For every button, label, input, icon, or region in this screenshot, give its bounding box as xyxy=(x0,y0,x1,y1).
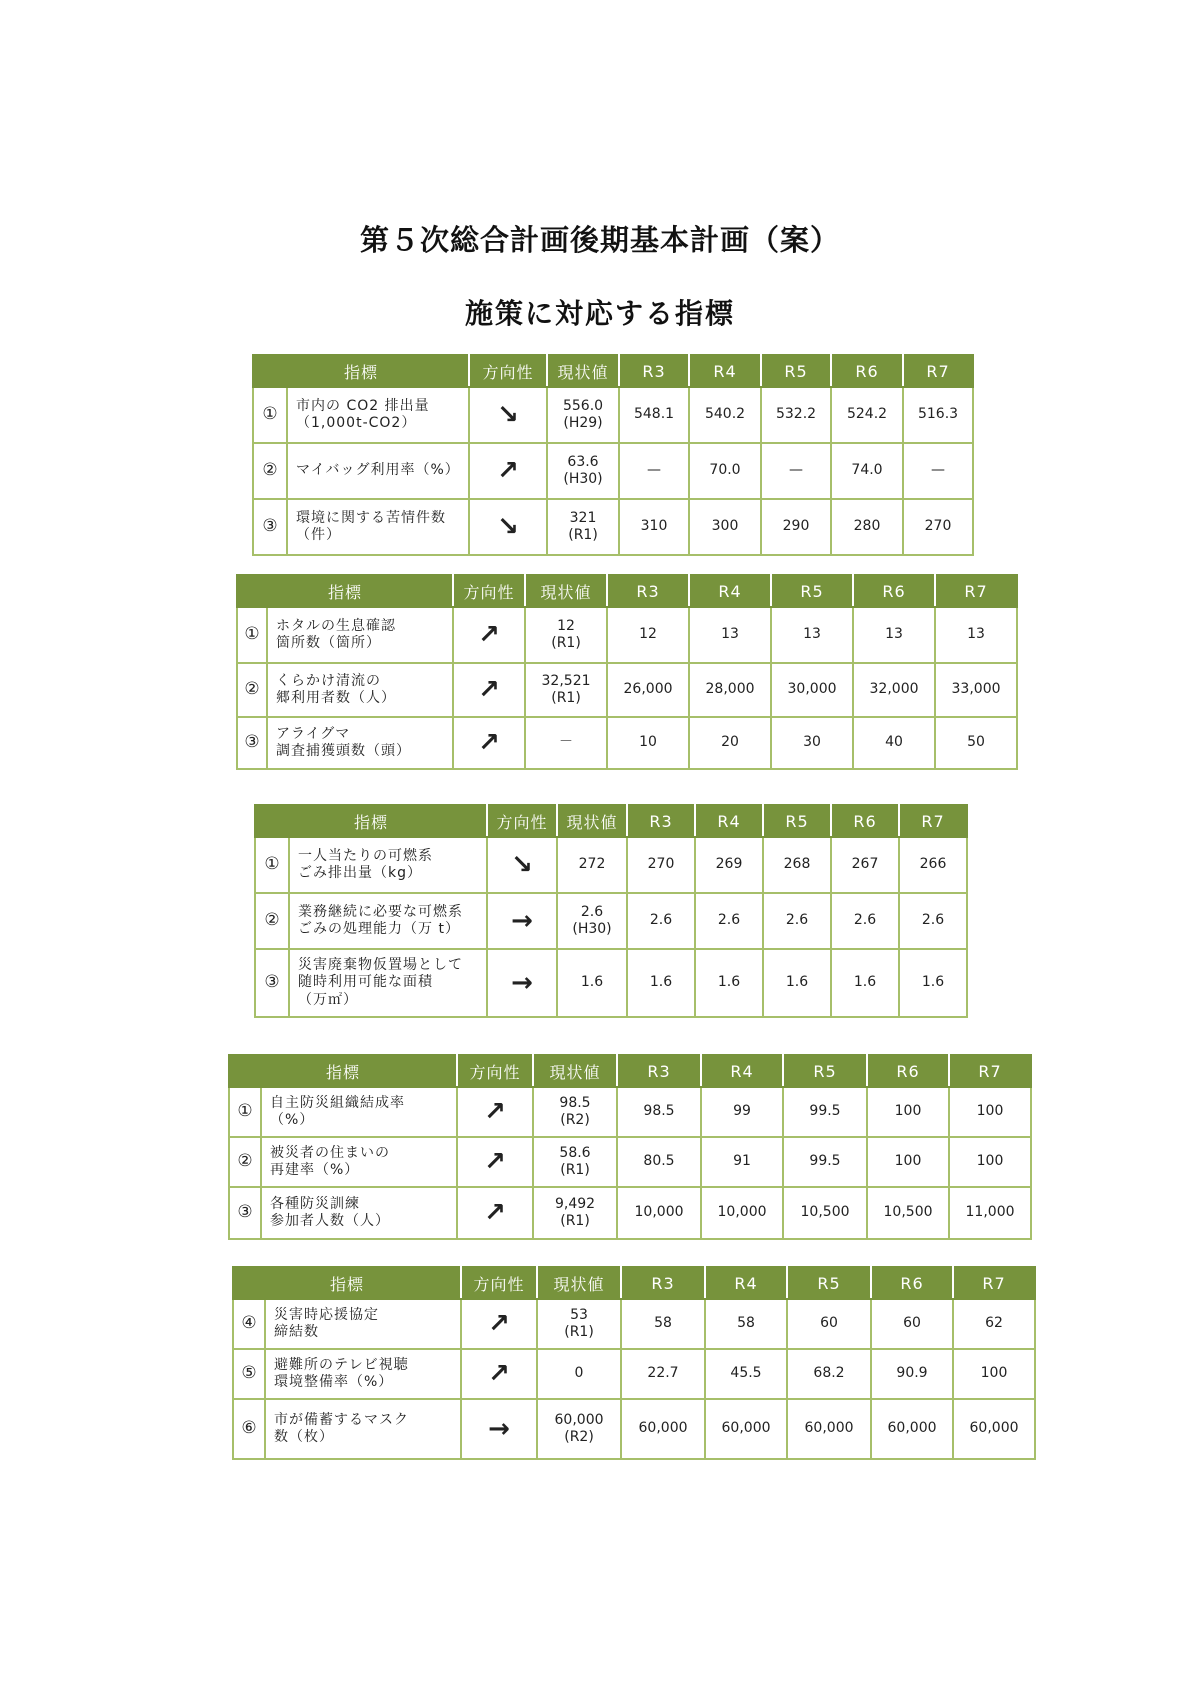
indicator-label xyxy=(261,1137,457,1187)
indicator-label-line: （%） xyxy=(270,1112,315,1128)
target-value-r5: 99.5 xyxy=(783,1087,867,1137)
indicator-label-line: 環境整備率（%） xyxy=(274,1374,394,1390)
target-value-r3: 22.7 xyxy=(621,1349,705,1399)
direction-arrow-icon: ↗ xyxy=(453,717,525,769)
target-value-r5: 290 xyxy=(761,499,831,555)
target-value-r5: 13 xyxy=(771,607,853,663)
column-header: 指標 xyxy=(237,575,453,607)
table-header-row xyxy=(233,1267,1035,1299)
indicator-label-line: （万㎡） xyxy=(298,991,358,1008)
indicator-label-line: 被災者の住まいの xyxy=(270,1144,390,1161)
row-number: ④ xyxy=(233,1299,265,1349)
direction-arrow-icon: → xyxy=(461,1399,537,1459)
target-value-r6: 60,000 xyxy=(871,1399,953,1459)
column-header: 現状値 xyxy=(537,1267,621,1299)
row-number: ② xyxy=(237,663,267,717)
target-value-r5: 68.2 xyxy=(787,1349,871,1399)
target-value-r3: 2.6 xyxy=(627,893,695,949)
indicator-label-line: 災害廃棄物仮置場として xyxy=(298,956,463,973)
direction-arrow-icon: ↗ xyxy=(457,1087,533,1137)
table-row xyxy=(229,1087,1031,1137)
column-header: 方向性 xyxy=(469,355,547,387)
current-value-year: (R2) xyxy=(564,1429,594,1445)
target-value-r5: 60,000 xyxy=(787,1399,871,1459)
current-value: 60,000 xyxy=(554,1411,604,1428)
row-number: ② xyxy=(255,893,289,949)
direction-arrow-icon: ↗ xyxy=(453,607,525,663)
current-value: 53 xyxy=(570,1306,588,1323)
current-value: 321 xyxy=(569,509,597,526)
target-value-r7: 266 xyxy=(899,837,967,893)
current-value-cell xyxy=(557,837,627,893)
indicator-label-line: ホタルの生息確認 xyxy=(276,617,396,634)
row-number: ① xyxy=(255,837,289,893)
column-header: 現状値 xyxy=(547,355,619,387)
target-value-r5: 30,000 xyxy=(771,663,853,717)
current-value: － xyxy=(559,734,574,751)
indicator-label-line: 参加者人数（人） xyxy=(270,1213,390,1229)
direction-arrow-icon: ↗ xyxy=(469,443,547,499)
current-value: 12 xyxy=(557,617,575,634)
indicator-label-line: 調査捕獲頭数（頭） xyxy=(276,743,411,759)
indicator-table xyxy=(232,1266,1036,1460)
target-value-r7: 13 xyxy=(935,607,1017,663)
indicator-label xyxy=(289,893,487,949)
direction-arrow-icon: ↘ xyxy=(487,837,557,893)
indicator-label-line: くらかけ清流の xyxy=(276,672,381,689)
current-value-year: (R1) xyxy=(564,1324,594,1340)
current-value: 32,521 xyxy=(541,672,591,689)
current-value: 1.6 xyxy=(580,974,604,991)
indicator-table xyxy=(228,1054,1032,1240)
target-value-r6: 32,000 xyxy=(853,663,935,717)
target-value-r5: 60 xyxy=(787,1299,871,1349)
target-value-r7: 100 xyxy=(949,1087,1031,1137)
indicator-label-line: 環境に関する苦情件数 xyxy=(296,509,446,526)
indicator-label-line: 締結数 xyxy=(274,1324,319,1340)
direction-arrow-icon: → xyxy=(487,949,557,1017)
target-value-r3: — xyxy=(619,443,689,499)
indicator-label-line: 再建率（%） xyxy=(270,1162,360,1178)
indicator-label-line: マイバッグ利用率（%） xyxy=(296,462,460,479)
column-header: 指標 xyxy=(229,1055,457,1087)
column-header: R6 xyxy=(831,355,903,387)
target-value-r4: 45.5 xyxy=(705,1349,787,1399)
indicator-label xyxy=(289,949,487,1017)
indicator-label xyxy=(265,1399,461,1459)
row-number: ③ xyxy=(253,499,287,555)
column-header: R6 xyxy=(831,805,899,837)
target-value-r5: 268 xyxy=(763,837,831,893)
indicator-label-line: 各種防災訓練 xyxy=(270,1195,360,1212)
column-header: R3 xyxy=(619,355,689,387)
target-value-r7: 50 xyxy=(935,717,1017,769)
table-row xyxy=(255,837,967,893)
column-header: R6 xyxy=(867,1055,949,1087)
table-row xyxy=(253,387,973,443)
target-value-r5: 2.6 xyxy=(763,893,831,949)
column-header: R4 xyxy=(689,575,771,607)
target-value-r6: 60 xyxy=(871,1299,953,1349)
column-header: R5 xyxy=(761,355,831,387)
column-header: 指標 xyxy=(255,805,487,837)
target-value-r4: 20 xyxy=(689,717,771,769)
column-header: 方向性 xyxy=(461,1267,537,1299)
direction-arrow-icon: ↗ xyxy=(461,1299,537,1349)
direction-arrow-icon: ↗ xyxy=(457,1187,533,1239)
target-value-r6: 74.0 xyxy=(831,443,903,499)
target-value-r7: 1.6 xyxy=(899,949,967,1017)
indicator-label xyxy=(267,663,453,717)
indicator-label-line: 市内の CO2 排出量 xyxy=(296,397,430,414)
column-header: R5 xyxy=(787,1267,871,1299)
current-value: 272 xyxy=(578,856,606,873)
target-value-r4: 28,000 xyxy=(689,663,771,717)
column-header: R4 xyxy=(701,1055,783,1087)
target-value-r3: 270 xyxy=(627,837,695,893)
table-header-row xyxy=(229,1055,1031,1087)
table-header-row xyxy=(237,575,1017,607)
indicator-label-line: 随時利用可能な面積 xyxy=(298,974,433,991)
current-value-cell xyxy=(525,717,607,769)
column-header: R4 xyxy=(705,1267,787,1299)
direction-arrow-icon: ↗ xyxy=(453,663,525,717)
indicator-label xyxy=(265,1299,461,1349)
target-value-r3: 1.6 xyxy=(627,949,695,1017)
column-header: 方向性 xyxy=(457,1055,533,1087)
indicator-label xyxy=(287,387,469,443)
target-value-r5: 532.2 xyxy=(761,387,831,443)
target-value-r4: 540.2 xyxy=(689,387,761,443)
indicator-table xyxy=(254,804,968,1018)
indicator-label xyxy=(261,1187,457,1239)
direction-arrow-icon: → xyxy=(487,893,557,949)
column-header: 現状値 xyxy=(557,805,627,837)
row-number: ① xyxy=(237,607,267,663)
target-value-r6: 100 xyxy=(867,1137,949,1187)
current-value: 63.6 xyxy=(567,453,599,470)
target-value-r7: 270 xyxy=(903,499,973,555)
indicator-label xyxy=(287,499,469,555)
current-value-cell xyxy=(537,1399,621,1459)
table-row xyxy=(255,949,967,1017)
column-header: 方向性 xyxy=(487,805,557,837)
row-number: ① xyxy=(253,387,287,443)
indicator-label-line: ごみ排出量（kg） xyxy=(298,865,422,881)
current-value-year: (R2) xyxy=(560,1112,590,1128)
current-value-cell xyxy=(537,1299,621,1349)
target-value-r3: 98.5 xyxy=(617,1087,701,1137)
indicator-label-line: ごみの処理能力（万 t） xyxy=(298,921,460,937)
target-value-r6: 100 xyxy=(867,1087,949,1137)
indicator-label xyxy=(267,607,453,663)
target-value-r7: 100 xyxy=(949,1137,1031,1187)
indicator-label-line: 箇所数（箇所） xyxy=(276,635,381,651)
current-value-year: (H29) xyxy=(563,415,603,431)
current-value-year: (R1) xyxy=(551,690,581,706)
column-header: R4 xyxy=(689,355,761,387)
target-value-r7: 2.6 xyxy=(899,893,967,949)
current-value: 9,492 xyxy=(554,1195,596,1212)
table-row xyxy=(253,499,973,555)
column-header: 現状値 xyxy=(533,1055,617,1087)
target-value-r7: 33,000 xyxy=(935,663,1017,717)
current-value: 0 xyxy=(574,1365,584,1382)
indicator-table xyxy=(252,354,974,556)
target-value-r7: — xyxy=(903,443,973,499)
direction-arrow-icon: ↗ xyxy=(461,1349,537,1399)
target-value-r6: 524.2 xyxy=(831,387,903,443)
current-value-cell xyxy=(547,387,619,443)
target-value-r6: 90.9 xyxy=(871,1349,953,1399)
column-header: R7 xyxy=(949,1055,1031,1087)
target-value-r4: 60,000 xyxy=(705,1399,787,1459)
table-row xyxy=(233,1399,1035,1459)
target-value-r4: 70.0 xyxy=(689,443,761,499)
direction-arrow-icon: ↘ xyxy=(469,387,547,443)
current-value-year: (H30) xyxy=(563,471,603,487)
table-row xyxy=(237,663,1017,717)
current-value-cell xyxy=(533,1187,617,1239)
target-value-r6: 40 xyxy=(853,717,935,769)
column-header: 現状値 xyxy=(525,575,607,607)
column-header: R5 xyxy=(763,805,831,837)
current-value-cell xyxy=(525,607,607,663)
target-value-r6: 267 xyxy=(831,837,899,893)
column-header: R6 xyxy=(871,1267,953,1299)
target-value-r4: 99 xyxy=(701,1087,783,1137)
table-row xyxy=(233,1349,1035,1399)
target-value-r3: 80.5 xyxy=(617,1137,701,1187)
indicator-label-line: 業務継続に必要な可燃系 xyxy=(298,903,463,920)
table-header-row xyxy=(255,805,967,837)
target-value-r3: 10,000 xyxy=(617,1187,701,1239)
current-value-year: (R1) xyxy=(551,635,581,651)
target-value-r6: 1.6 xyxy=(831,949,899,1017)
table-row xyxy=(229,1137,1031,1187)
target-value-r5: — xyxy=(761,443,831,499)
table-row xyxy=(233,1299,1035,1349)
current-value-cell xyxy=(533,1137,617,1187)
target-value-r4: 91 xyxy=(701,1137,783,1187)
current-value-cell xyxy=(557,949,627,1017)
target-value-r3: 12 xyxy=(607,607,689,663)
direction-arrow-icon: ↘ xyxy=(469,499,547,555)
page-title: 第５次総合計画後期基本計画（案） xyxy=(359,223,840,257)
target-value-r3: 60,000 xyxy=(621,1399,705,1459)
target-value-r3: 10 xyxy=(607,717,689,769)
target-value-r4: 10,000 xyxy=(701,1187,783,1239)
current-value-year: (R1) xyxy=(568,527,598,543)
target-value-r4: 1.6 xyxy=(695,949,763,1017)
target-value-r6: 13 xyxy=(853,607,935,663)
target-value-r3: 310 xyxy=(619,499,689,555)
column-header: R6 xyxy=(853,575,935,607)
indicator-label xyxy=(287,443,469,499)
indicator-label-line: 市が備蓄するマスク xyxy=(274,1411,409,1428)
indicator-label xyxy=(267,717,453,769)
table-row xyxy=(237,717,1017,769)
page-subtitle: 施策に対応する指標 xyxy=(464,297,735,330)
target-value-r6: 2.6 xyxy=(831,893,899,949)
target-value-r6: 280 xyxy=(831,499,903,555)
indicator-label-line: （1,000t-CO2） xyxy=(296,415,417,431)
table-header-row xyxy=(253,355,973,387)
target-value-r6: 10,500 xyxy=(867,1187,949,1239)
indicator-table xyxy=(236,574,1018,770)
current-value: 98.5 xyxy=(559,1094,591,1111)
target-value-r7: 62 xyxy=(953,1299,1035,1349)
target-value-r3: 58 xyxy=(621,1299,705,1349)
column-header: R4 xyxy=(695,805,763,837)
table-row xyxy=(253,443,973,499)
column-header: R3 xyxy=(621,1267,705,1299)
current-value-cell xyxy=(525,663,607,717)
current-value-cell xyxy=(547,443,619,499)
target-value-r7: 516.3 xyxy=(903,387,973,443)
column-header: R7 xyxy=(953,1267,1035,1299)
target-value-r4: 2.6 xyxy=(695,893,763,949)
indicator-label-line: 自主防災組織結成率 xyxy=(270,1094,405,1111)
target-value-r7: 60,000 xyxy=(953,1399,1035,1459)
current-value-year: (R1) xyxy=(560,1162,590,1178)
row-number: ⑤ xyxy=(233,1349,265,1399)
column-header: R7 xyxy=(899,805,967,837)
current-value: 58.6 xyxy=(559,1144,591,1161)
indicator-label xyxy=(289,837,487,893)
current-value-cell xyxy=(533,1087,617,1137)
current-value-cell xyxy=(557,893,627,949)
current-value-year: (R1) xyxy=(560,1213,590,1229)
target-value-r3: 548.1 xyxy=(619,387,689,443)
target-value-r5: 10,500 xyxy=(783,1187,867,1239)
target-value-r4: 300 xyxy=(689,499,761,555)
indicator-label-line: 一人当たりの可燃系 xyxy=(298,847,433,864)
indicator-label xyxy=(265,1349,461,1399)
target-value-r5: 1.6 xyxy=(763,949,831,1017)
column-header: 指標 xyxy=(233,1267,461,1299)
row-number: ③ xyxy=(255,949,289,1017)
current-value: 2.6 xyxy=(580,903,604,920)
current-value: 556.0 xyxy=(562,397,604,414)
indicator-label xyxy=(261,1087,457,1137)
target-value-r3: 26,000 xyxy=(607,663,689,717)
current-value-year: (H30) xyxy=(572,921,612,937)
row-number: ① xyxy=(229,1087,261,1137)
indicator-label-line: 数（枚） xyxy=(274,1429,334,1445)
table-row xyxy=(229,1187,1031,1239)
column-header: R7 xyxy=(903,355,973,387)
target-value-r5: 30 xyxy=(771,717,853,769)
column-header: 方向性 xyxy=(453,575,525,607)
table-row xyxy=(255,893,967,949)
column-header: R3 xyxy=(607,575,689,607)
indicator-label-line: アライグマ xyxy=(276,725,351,742)
column-header: R5 xyxy=(783,1055,867,1087)
column-header: R5 xyxy=(771,575,853,607)
column-header: R3 xyxy=(617,1055,701,1087)
indicator-label-line: 災害時応援協定 xyxy=(274,1306,379,1323)
target-value-r7: 11,000 xyxy=(949,1187,1031,1239)
row-number: ⑥ xyxy=(233,1399,265,1459)
target-value-r4: 58 xyxy=(705,1299,787,1349)
current-value-cell xyxy=(537,1349,621,1399)
row-number: ③ xyxy=(237,717,267,769)
target-value-r5: 99.5 xyxy=(783,1137,867,1187)
column-header: 指標 xyxy=(253,355,469,387)
indicator-label-line: 郷利用者数（人） xyxy=(276,690,396,706)
current-value-cell xyxy=(547,499,619,555)
indicator-label-line: （件） xyxy=(296,527,341,543)
target-value-r4: 269 xyxy=(695,837,763,893)
target-value-r7: 100 xyxy=(953,1349,1035,1399)
table-row xyxy=(237,607,1017,663)
row-number: ② xyxy=(229,1137,261,1187)
column-header: R7 xyxy=(935,575,1017,607)
column-header: R3 xyxy=(627,805,695,837)
target-value-r4: 13 xyxy=(689,607,771,663)
direction-arrow-icon: ↗ xyxy=(457,1137,533,1187)
row-number: ③ xyxy=(229,1187,261,1239)
row-number: ② xyxy=(253,443,287,499)
indicator-label-line: 避難所のテレビ視聴 xyxy=(274,1356,409,1373)
